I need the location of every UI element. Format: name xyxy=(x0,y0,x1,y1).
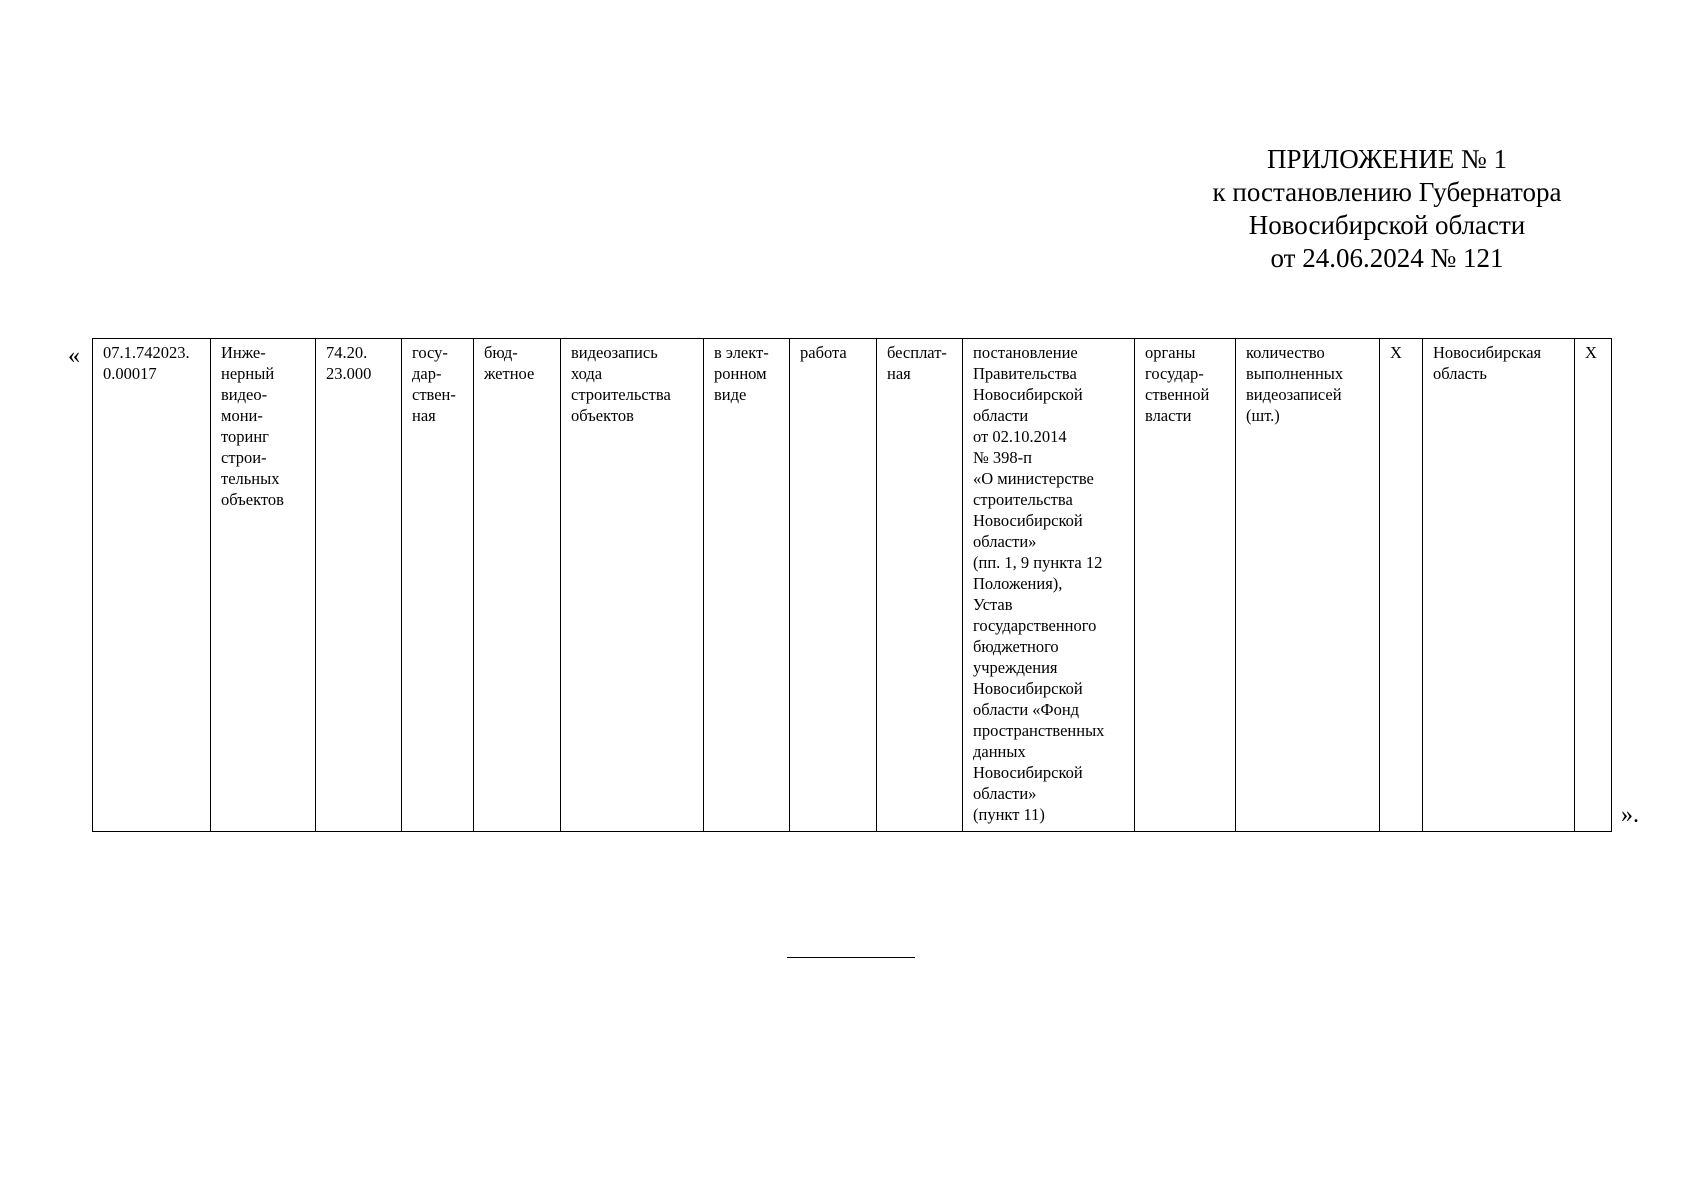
appendix-date-number: от 24.06.2024 № 121 xyxy=(1270,243,1504,273)
cell-type: работа xyxy=(790,339,877,832)
closing-quote: ». xyxy=(1621,802,1639,828)
table-row xyxy=(93,339,1612,832)
cell-x-2: Х xyxy=(1575,339,1612,832)
cell-legal-basis: постановление Правительства Новосибирской области от 02.10.2014 № 398-п «О министерстве строительства Новосибирской области» (пп. 1, 9 пункта 12 Положения), Устав государственного бюджетного учреждения Новосибирской области «Фонд пространственных данных Новосибирской области» (пункт 11) xyxy=(963,339,1135,832)
appendix-title: ПРИЛОЖЕНИЕ № 1 xyxy=(1266,144,1508,174)
cell-institution-type: бюд- жетное xyxy=(474,339,561,832)
cell-service-name: Инже- нерный видео- мони- торинг строи- тельных объектов xyxy=(211,339,316,832)
appendix-region-line: Новосибирской области xyxy=(1248,210,1526,240)
cell-territory: Новосибирская область xyxy=(1423,339,1575,832)
cell-okved-code: 74.20. 23.000 xyxy=(316,339,402,832)
cell-indicator: количество выполненных видеозаписей (шт.) xyxy=(1236,339,1380,832)
cell-registry-number: 07.1.742023. 0.00017 xyxy=(93,339,211,832)
cell-ownership: госу- дар- ствен- ная xyxy=(402,339,474,832)
cell-x-1: Х xyxy=(1380,339,1423,832)
cell-consumers: органы государ- ственной власти xyxy=(1135,339,1236,832)
cell-content: видеозапись хода строительства объектов xyxy=(561,339,704,832)
registry-table xyxy=(92,338,1612,832)
cell-payment: бесплат- ная xyxy=(877,339,963,832)
appendix-ref-line: к постановлению Губернатора xyxy=(1212,177,1562,207)
cell-form: в элект- ронном виде xyxy=(704,339,790,832)
appendix-header xyxy=(1177,143,1597,275)
footer-divider xyxy=(787,957,915,958)
opening-quote: « xyxy=(68,343,80,369)
